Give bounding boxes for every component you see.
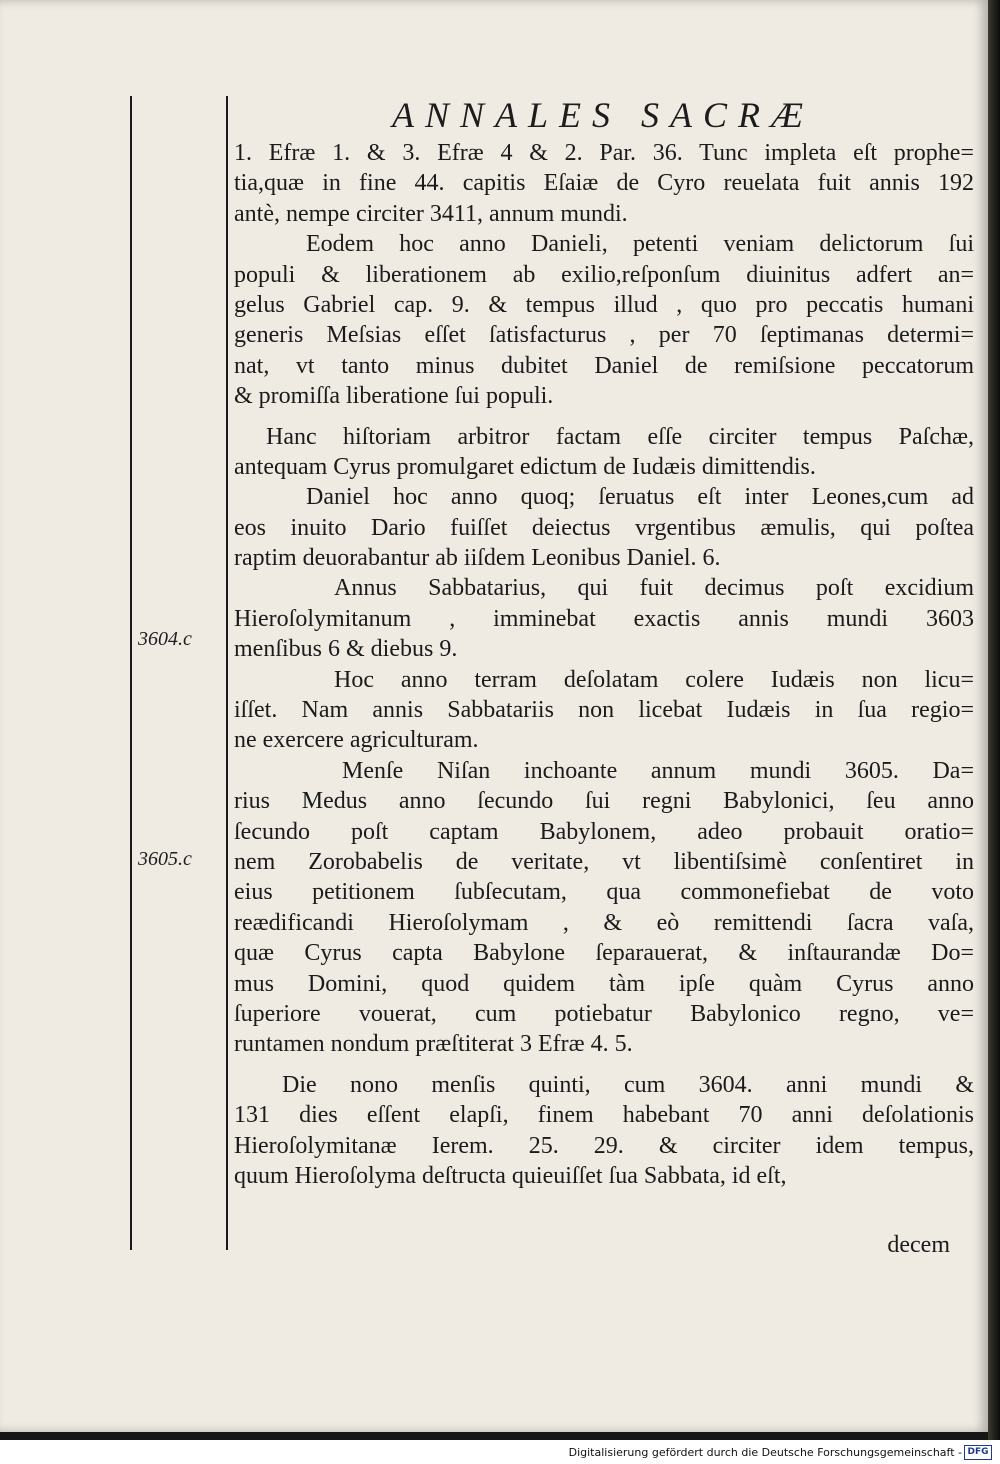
text-line: Hieroſolymitanæ Ierem. 25. 29. & circiter idem tempus,	[234, 1132, 974, 1159]
text-line: Daniel hoc anno quoq; ſeruatus eſt inter Leones,cum ad	[306, 484, 974, 511]
margin-note-year: 3605.c	[138, 848, 192, 870]
text-line: Eodem hoc anno Danieli, petenti veniam delictorum ſui	[306, 231, 974, 258]
text-line: quæ Cyrus capta Babylone ſeparauerat, & inſtaurandæ Do=	[234, 940, 974, 967]
text-line: ſuperiore vouerat, cum potiebatur Babylonico regno, ve=	[234, 1000, 974, 1027]
text-line: eos inuito Dario fuiſſet deiectus vrgentibus æmulis, qui poſtea	[234, 514, 974, 541]
text-line: antequam Cyrus promulgaret edictum de Iudæis dimittendis.	[234, 453, 816, 480]
text-line: tia,quæ in fine 44. capitis Eſaiæ de Cyro reuelata fuit annis 192	[234, 170, 974, 197]
paragraph-gap	[234, 412, 974, 422]
margin-note-year: 3604.c	[138, 628, 192, 650]
text-line: runtamen nondum præſtiterat 3 Efræ 4. 5.	[234, 1031, 633, 1058]
paragraph-gap	[234, 1060, 974, 1070]
text-line: Hieroſolymitanum , imminebat exactis annis mundi 3603	[234, 605, 974, 632]
text-line: ſecundo poſt captam Babylonem, adeo probauit oratio=	[234, 818, 974, 845]
text-line: antè, nempe circiter 3411, annum mundi.	[234, 200, 628, 227]
text-line: Annus Sabbatarius, qui fuit decimus poſt excidium	[334, 575, 974, 602]
text-line: generis Meſsias eſſet ſatisfacturus , per 70 ſeptimanas determi=	[234, 322, 974, 349]
text-line: reædificandi Hieroſolymam , & eò remittendi ſacra vaſa,	[234, 909, 974, 936]
text-line: populi & liberationem ab exilio,reſponſum diuinitus adfert an=	[234, 261, 974, 288]
text-line: nat, vt tanto minus dubitet Daniel de remiſsione peccatorum	[234, 352, 974, 379]
digitization-footer	[0, 1440, 1000, 1464]
text-line: quum Hieroſolyma deſtructa quieuiſſet ſua Sabbata, id eſt,	[234, 1162, 787, 1189]
margin-rule-outer	[130, 96, 132, 1250]
dfg-logo: DFG	[964, 1445, 992, 1460]
text-line: Menſe Niſan inchoante annum mundi 3605. Da=	[342, 757, 974, 784]
margin-rule-inner	[226, 96, 228, 1250]
text-line: 131 dies eſſent elapſi, finem habebant 70 anni deſolationis	[234, 1102, 974, 1129]
text-line: Hanc hiſtoriam arbitror factam eſſe circiter tempus Paſchæ,	[266, 423, 974, 450]
text-line: ne exercere agriculturam.	[234, 727, 479, 754]
catchword: decem	[887, 1232, 950, 1258]
running-head: ANNALES SACRÆ	[392, 95, 815, 135]
text-line: gelus Gabriel cap. 9. & tempus illud , quo pro peccatis humani	[234, 291, 974, 318]
text-line: Hoc anno terram deſolatam colere Iudæis non licu=	[334, 666, 974, 693]
text-line: menſibus 6 & diebus 9.	[234, 636, 458, 663]
text-line: eius petitionem ſubſecutam, qua commonefiebat de voto	[234, 879, 974, 906]
book-binding-edge	[988, 0, 1000, 1440]
text-line: raptim deuorabantur ab iiſdem Leonibus Daniel. 6.	[234, 545, 721, 572]
text-line: & promiſſa liberatione ſui populi.	[234, 383, 554, 410]
text-line: 1. Efræ 1. & 3. Efræ 4 & 2. Par. 36. Tunc impleta eſt prophe=	[234, 140, 974, 166]
body-text	[234, 138, 974, 1191]
text-line: mus Domini, quod quidem tàm ipſe quàm Cyrus anno	[234, 970, 974, 997]
text-line: nem Zorobabelis de veritate, vt libentiſsimè conſentiret in	[234, 848, 974, 875]
text-line: iſſet. Nam annis Sabbatariis non licebat Iudæis in ſua regio=	[234, 697, 974, 724]
text-line: rius Medus anno ſecundo ſui regni Babylonici, ſeu anno	[234, 788, 974, 815]
text-line: Die nono menſis quinti, cum 3604. anni mundi &	[282, 1071, 974, 1098]
footer-credit: Digitalisierung gefördert durch die Deutsche Forschungsgemeinschaft -	[568, 1446, 962, 1459]
